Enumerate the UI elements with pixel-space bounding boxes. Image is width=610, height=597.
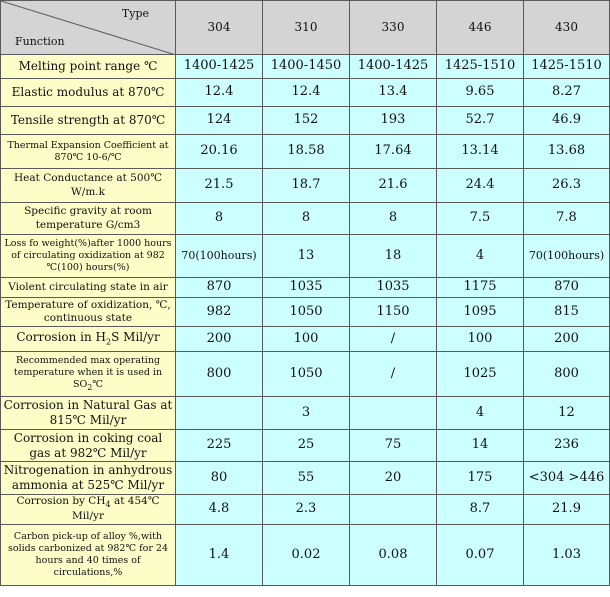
value-cell: 18.7: [263, 169, 350, 203]
value-cell: 8.7: [437, 495, 524, 525]
value-cell: 815: [524, 298, 610, 327]
value-cell: 7.8: [524, 203, 610, 235]
value-cell: 200: [524, 327, 610, 352]
value-cell: 124: [176, 107, 263, 135]
value-cell: 14: [437, 430, 524, 462]
value-cell: 7.5: [437, 203, 524, 235]
function-cell: Corrosion in Natural Gas at 815℃ Mil/yr: [1, 397, 176, 430]
function-label: Function: [15, 35, 65, 49]
function-text: at 454℃ Mil/yr: [72, 495, 160, 523]
value-cell: 200: [176, 327, 263, 352]
function-subscript: 2: [87, 382, 93, 392]
table-row: [1, 430, 610, 462]
table-row: [1, 203, 610, 235]
grade-header: 446: [437, 1, 524, 55]
value-cell: 18: [350, 235, 437, 278]
value-cell: 1050: [263, 298, 350, 327]
value-cell: 870: [176, 278, 263, 298]
value-cell: 0.07: [437, 525, 524, 586]
value-cell: 21.6: [350, 169, 437, 203]
value-cell: <304 >446: [524, 462, 610, 495]
table-row: [1, 462, 610, 495]
table-row: [1, 278, 610, 298]
function-cell: Thermal Expansion Coefficient at 870℃ 10-6/℃: [1, 135, 176, 169]
function-subscript: 2: [106, 337, 112, 347]
value-cell: 12.4: [176, 79, 263, 107]
value-cell: 870: [524, 278, 610, 298]
function-cell: Temperature of oxidization, ℃, continuous state: [1, 298, 176, 327]
function-cell: Corrosion in coking coal gas at 982℃ Mil/yr: [1, 430, 176, 462]
value-cell: 1425-1510: [524, 55, 610, 79]
value-cell: 1025: [437, 352, 524, 397]
function-text: ℃: [92, 378, 104, 390]
table-row: [1, 107, 610, 135]
function-cell: Violent circulating state in air: [1, 278, 176, 298]
value-cell: 1400-1450: [263, 55, 350, 79]
grade-header: 330: [350, 1, 437, 55]
corner-cell: [1, 1, 176, 55]
function-cell: [1, 327, 176, 352]
value-cell: 175: [437, 462, 524, 495]
value-cell: 9.65: [437, 79, 524, 107]
value-cell: 100: [437, 327, 524, 352]
value-cell: 1035: [263, 278, 350, 298]
value-cell: 4: [437, 235, 524, 278]
table-row: [1, 327, 610, 352]
value-cell: 1425-1510: [437, 55, 524, 79]
table-row: [1, 397, 610, 430]
value-cell: /: [350, 352, 437, 397]
value-cell: 13.4: [350, 79, 437, 107]
grade-header: 430: [524, 1, 610, 55]
value-cell: 18.58: [263, 135, 350, 169]
value-cell: 225: [176, 430, 263, 462]
table-row: [1, 525, 610, 586]
value-cell: 25: [263, 430, 350, 462]
table-row: [1, 135, 610, 169]
value-cell: 982: [176, 298, 263, 327]
value-cell: 1175: [437, 278, 524, 298]
value-cell: 13: [263, 235, 350, 278]
value-cell: 20: [350, 462, 437, 495]
table-row: [1, 55, 610, 79]
value-cell: 20.16: [176, 135, 263, 169]
function-cell: Nitrogenation in anhydrous ammonia at 525℃ Mil/yr: [1, 462, 176, 495]
function-cell: Loss fo weight(%)after 1000 hours of circulating oxidization at 982 ℃(100) hours(%): [1, 235, 176, 278]
value-cell: 52.7: [437, 107, 524, 135]
value-cell: 70(100hours): [524, 235, 610, 278]
value-cell: 12: [524, 397, 610, 430]
table-row: [1, 352, 610, 397]
value-cell: 236: [524, 430, 610, 462]
function-cell: Tensile strength at 870℃: [1, 107, 176, 135]
table-row: [1, 298, 610, 327]
value-cell: 55: [263, 462, 350, 495]
table-row: [1, 169, 610, 203]
value-cell: 8.27: [524, 79, 610, 107]
value-cell: 13.14: [437, 135, 524, 169]
function-text: Corrosion by CH: [16, 495, 106, 508]
value-cell: [350, 397, 437, 430]
function-subscript: 4: [105, 500, 111, 510]
table-row: [1, 235, 610, 278]
value-cell: 8: [350, 203, 437, 235]
value-cell: 8: [176, 203, 263, 235]
value-cell: 100: [263, 327, 350, 352]
value-cell: 17.64: [350, 135, 437, 169]
value-cell: 46.9: [524, 107, 610, 135]
value-cell: 1.4: [176, 525, 263, 586]
value-cell: [350, 495, 437, 525]
value-cell: /: [350, 327, 437, 352]
grade-header: 310: [263, 1, 350, 55]
value-cell: 1150: [350, 298, 437, 327]
value-cell: 70(100hours): [176, 235, 263, 278]
value-cell: 1095: [437, 298, 524, 327]
value-cell: 0.08: [350, 525, 437, 586]
value-cell: [176, 397, 263, 430]
value-cell: 21.9: [524, 495, 610, 525]
value-cell: 75: [350, 430, 437, 462]
value-cell: 80: [176, 462, 263, 495]
value-cell: 800: [176, 352, 263, 397]
value-cell: 152: [263, 107, 350, 135]
value-cell: 1400-1425: [350, 55, 437, 79]
table-row: [1, 79, 610, 107]
value-cell: 4: [437, 397, 524, 430]
header-row: [1, 1, 610, 55]
function-cell: [1, 352, 176, 397]
table-row: [1, 495, 610, 525]
value-cell: 13.68: [524, 135, 610, 169]
grade-header: 304: [176, 1, 263, 55]
function-text: S Mil/yr: [111, 330, 160, 345]
value-cell: 2.3: [263, 495, 350, 525]
value-cell: 1.03: [524, 525, 610, 586]
function-cell: Melting point range ℃: [1, 55, 176, 79]
function-text: Corrosion in H: [16, 330, 107, 345]
type-label: Type: [121, 7, 149, 20]
value-cell: 26.3: [524, 169, 610, 203]
function-cell: Elastic modulus at 870℃: [1, 79, 176, 107]
value-cell: 800: [524, 352, 610, 397]
value-cell: 8: [263, 203, 350, 235]
value-cell: 3: [263, 397, 350, 430]
value-cell: 4.8: [176, 495, 263, 525]
value-cell: 1035: [350, 278, 437, 298]
value-cell: 1050: [263, 352, 350, 397]
function-cell: Heat Conductance at 500℃ W/m.k: [1, 169, 176, 203]
value-cell: 24.4: [437, 169, 524, 203]
value-cell: 21.5: [176, 169, 263, 203]
value-cell: 1400-1425: [176, 55, 263, 79]
value-cell: 193: [350, 107, 437, 135]
function-cell: Carbon pick-up of alloy %,with solids carbonized at 982℃ for 24 hours and 40 times of circulations,%: [1, 525, 176, 586]
function-cell: [1, 495, 176, 525]
function-text: Recommended max operating temperature when it is used in SO: [13, 355, 163, 390]
function-cell: Specific gravity at room temperature G/cm3: [1, 203, 176, 235]
value-cell: 0.02: [263, 525, 350, 586]
value-cell: 12.4: [263, 79, 350, 107]
